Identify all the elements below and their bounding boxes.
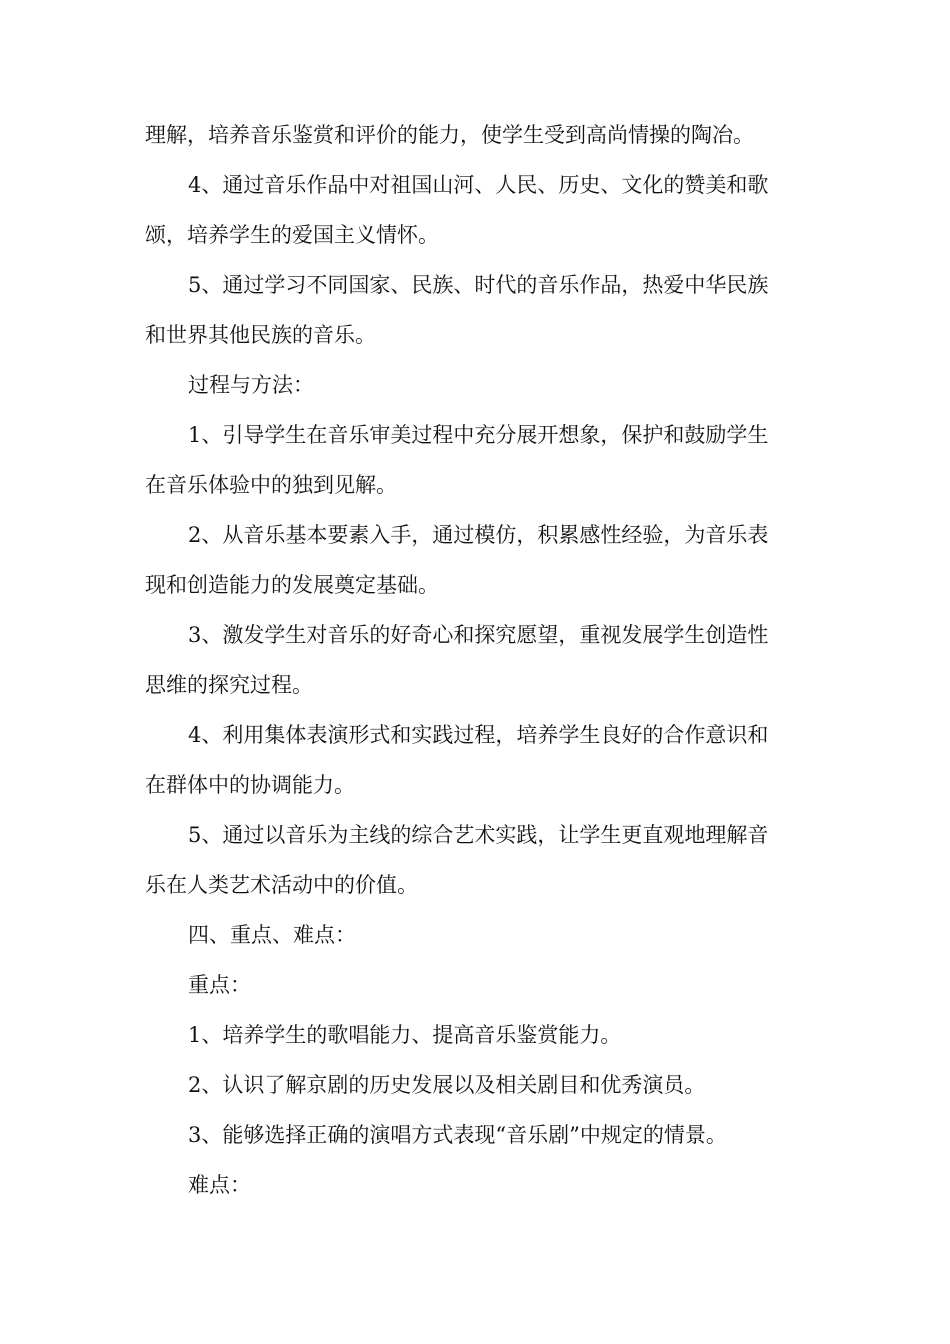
text-line-3: 颂，培养学生的爱国主义情怀。 bbox=[145, 223, 439, 247]
text-line-19: 1、培养学生的歌唱能力、提高音乐鉴赏能力。 bbox=[188, 1023, 622, 1047]
subheading-difficult: 难点： bbox=[188, 1173, 251, 1197]
text-line-16: 乐在人类艺术活动中的价值。 bbox=[145, 873, 418, 897]
text-line-15: 5、通过以音乐为主线的综合艺术实践，让学生更直观地理解音 bbox=[188, 823, 769, 847]
text-line-11: 3、激发学生对音乐的好奇心和探究愿望，重视发展学生创造性 bbox=[188, 623, 769, 647]
text-line-10: 现和创造能力的发展奠定基础。 bbox=[145, 573, 439, 597]
text-line-20: 2、认识了解京剧的历史发展以及相关剧目和优秀演员。 bbox=[188, 1073, 706, 1097]
section-heading-key-points: 四、重点、难点： bbox=[188, 923, 356, 947]
subheading-key: 重点： bbox=[188, 973, 251, 997]
text-line-21: 3、能够选择正确的演唱方式表现“音乐剧”中规定的情景。 bbox=[188, 1123, 727, 1147]
text-line-4: 5、通过学习不同国家、民族、时代的音乐作品，热爱中华民族 bbox=[188, 273, 769, 297]
text-line-14: 在群体中的协调能力。 bbox=[145, 773, 355, 797]
text-line-13: 4、利用集体表演形式和实践过程，培养学生良好的合作意识和 bbox=[188, 723, 769, 747]
text-line-7: 1、引导学生在音乐审美过程中充分展开想象，保护和鼓励学生 bbox=[188, 423, 769, 447]
text-line-9: 2、从音乐基本要素入手，通过模仿，积累感性经验，为音乐表 bbox=[188, 523, 769, 547]
text-line-12: 思维的探究过程。 bbox=[145, 673, 313, 697]
text-line-8: 在音乐体验中的独到见解。 bbox=[145, 473, 397, 497]
text-line-5: 和世界其他民族的音乐。 bbox=[145, 323, 376, 347]
section-heading-process-method: 过程与方法： bbox=[188, 373, 314, 397]
text-line-1: 理解，培养音乐鉴赏和评价的能力，使学生受到高尚情操的陶冶。 bbox=[145, 123, 754, 147]
text-line-2: 4、通过音乐作品中对祖国山河、人民、历史、文化的赞美和歌 bbox=[188, 173, 769, 197]
